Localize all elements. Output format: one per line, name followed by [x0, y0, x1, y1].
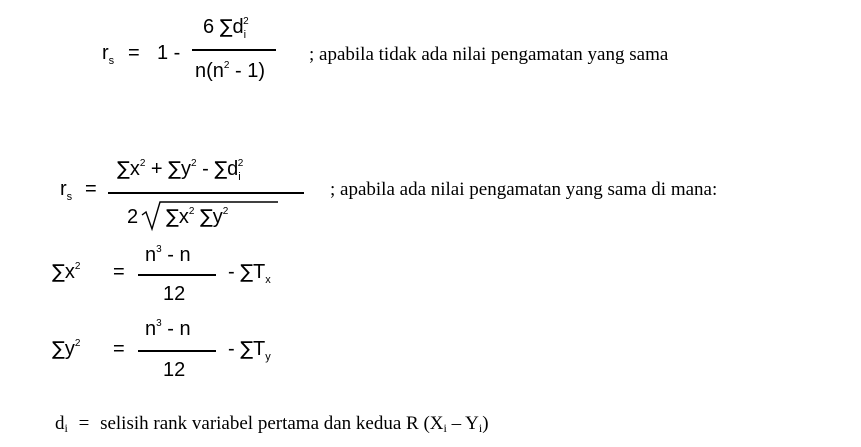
numerator-subscript: i [243, 29, 247, 41]
rs-subscript: s [66, 191, 73, 203]
sigma-icon: ∑ [168, 158, 181, 180]
formula-2-equals: = [85, 178, 97, 200]
rs-symbol: r [102, 42, 109, 64]
denominator-y-superscript: 2 [222, 206, 229, 217]
formula-4-fraction-bar [138, 350, 216, 352]
formula-2-numerator [117, 158, 243, 183]
denominator-x-superscript: 2 [188, 206, 195, 217]
formula-1-equals: = [128, 42, 140, 64]
formula-3-variable: x [64, 261, 75, 283]
definition-equals: = [78, 413, 90, 434]
tie-correction-T: T [253, 338, 266, 360]
sigma-icon: ∑ [52, 338, 65, 360]
numerator-superscript: 2 [243, 16, 249, 27]
denominator-part-a: n(n [195, 60, 224, 82]
sigma-icon: ∑ [214, 158, 228, 180]
plus-sign: + [145, 158, 169, 180]
definition-text: selisih rank variabel pertama dan kedua R (X [100, 413, 444, 434]
definition-dash-y: – Y [446, 413, 479, 434]
formula-1-condition: ; apabila tidak ada nilai pengamatan yang sama [309, 44, 669, 65]
definition-d-subscript: i [64, 421, 68, 435]
formula-3-lhs [52, 261, 80, 284]
formula-4-tail [228, 338, 271, 363]
tie-correction-subscript: x [265, 274, 271, 286]
formula-1-fraction-bar [192, 49, 276, 51]
minus-sign: - [228, 338, 235, 360]
numerator-rest: - n [161, 244, 191, 266]
sigma-icon: ∑ [199, 206, 213, 228]
formula-2-fraction-bar [108, 192, 304, 194]
numerator-n: n [145, 318, 157, 340]
tie-correction-subscript: y [265, 351, 271, 363]
formula-2-lhs [60, 178, 72, 203]
sigma-icon: ∑ [52, 261, 65, 283]
formula-1-lhs [102, 42, 114, 67]
sigma-icon: ∑ [240, 261, 254, 283]
formula-3-denominator: 12 [163, 283, 186, 305]
formula-4-lhs [52, 338, 80, 361]
formula-3-fraction-bar [138, 274, 216, 276]
minus-sign: - [196, 158, 215, 180]
definition-x-subscript: i [443, 421, 447, 435]
formula-3-equals: = [113, 261, 125, 283]
numerator-superscript: 3 [156, 244, 162, 255]
rs-symbol: r [60, 178, 67, 200]
formula-3-numerator [145, 244, 191, 267]
denominator-x: x [178, 206, 189, 228]
numerator-d-superscript: 2 [237, 158, 244, 169]
sigma-icon: ∑ [166, 206, 179, 228]
numerator-coefficient: 6 [203, 16, 215, 38]
minus-sign: - [228, 261, 235, 283]
formula-4-superscript: 2 [74, 338, 81, 349]
denominator-y: y [212, 206, 223, 228]
formula-1-numerator [203, 16, 249, 41]
formula-3-tail [228, 261, 271, 286]
definition-close-paren: ) [482, 413, 489, 434]
formula-3-superscript: 2 [74, 261, 81, 272]
formula-2-condition: ; apabila ada nilai pengamatan yang sama di mana: [330, 179, 718, 200]
formula-4-denominator: 12 [163, 359, 186, 381]
rs-subscript: s [108, 55, 115, 67]
numerator-y-superscript: 2 [190, 158, 197, 169]
definition-y-subscript: i [478, 421, 483, 435]
formula-1-one-minus: 1 - [157, 42, 181, 64]
definition-line [55, 413, 489, 436]
formula-4-equals: = [113, 338, 125, 360]
definition-d: d [55, 413, 65, 434]
tie-correction-T: T [253, 261, 266, 283]
sigma-icon: ∑ [219, 16, 233, 38]
numerator-n: n [145, 244, 157, 266]
formula-4-numerator [145, 318, 191, 341]
numerator-d-subscript: i [238, 171, 241, 183]
numerator-d: d [227, 158, 239, 180]
formula-1-denominator [195, 60, 265, 83]
sigma-icon: ∑ [117, 158, 130, 180]
numerator-x-superscript: 2 [139, 158, 146, 169]
denominator-superscript: 2 [223, 60, 230, 71]
sigma-icon: ∑ [240, 338, 254, 360]
denominator-part-b: - 1) [229, 60, 266, 82]
numerator-superscript: 3 [156, 318, 162, 329]
numerator-variable: d [232, 16, 244, 38]
formula-4-variable: y [64, 338, 75, 360]
formula-2-denominator-coef: 2 [127, 206, 139, 228]
numerator-y: y [180, 158, 191, 180]
numerator-rest: - n [161, 318, 191, 340]
formula-2-denominator-radicand [166, 206, 228, 229]
numerator-x: x [129, 158, 140, 180]
